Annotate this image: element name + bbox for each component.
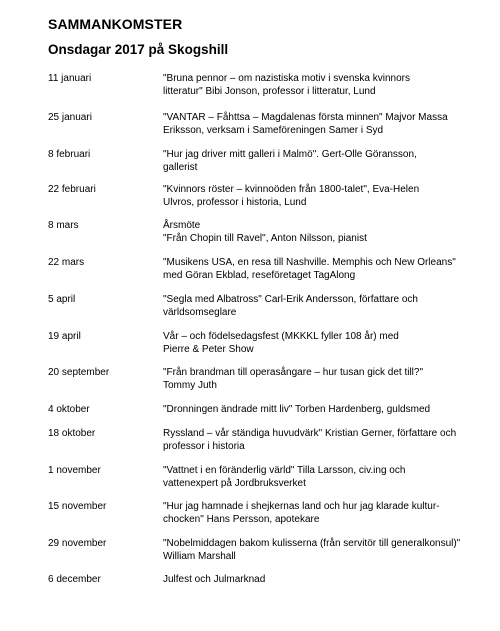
entry-date: 8 mars xyxy=(48,220,79,231)
entry-description-line: världsomseglare xyxy=(163,307,237,318)
entry-date: 11 januari xyxy=(48,73,92,84)
entry-description-line: gallerist xyxy=(163,162,198,173)
entry-date: 5 april xyxy=(48,294,76,305)
entry-description xyxy=(163,500,483,526)
entry-date: 8 februari xyxy=(48,149,91,160)
entry-description-line: Ulvros, professor i historia, Lund xyxy=(163,197,307,208)
entry-date: 25 januari xyxy=(48,112,92,123)
entry-description-line: chocken" Hans Persson, apotekare xyxy=(163,514,320,525)
entry-description xyxy=(163,464,483,490)
entry-description-line: Vår – och födelsedagsfest (MKKKL fyller 108 år) med xyxy=(163,331,399,342)
entry-description-line: Årsmöte xyxy=(163,220,201,231)
entry-description-line: "Dronningen ändrade mitt liv" Torben Hardenberg, guldsmed xyxy=(163,404,431,415)
entry-description-line: "Nobelmiddagen bakom kulisserna (från servitör till generalkonsul)" xyxy=(163,538,461,549)
entry-description xyxy=(163,427,483,453)
entry-description xyxy=(163,148,483,174)
entry-description xyxy=(163,330,483,356)
entry-description-line: med Göran Ekblad, reseföretaget TagAlong xyxy=(163,270,356,281)
entry-description xyxy=(163,111,483,137)
entry-description-line: professor i historia xyxy=(163,441,245,452)
entry-description-line: litteratur" Bibi Jonson, professor i litteratur, Lund xyxy=(163,86,376,97)
entry-description-line: William Marshall xyxy=(163,551,236,562)
entry-description-line: "Hur jag hamnade i shejkernas land och hur jag klarade kultur- xyxy=(163,501,440,512)
entry-description-line: Eriksson, verksam i Sameföreningen Samer i Syd xyxy=(163,125,384,136)
entry-description-line: Ryssland – vår ständiga huvudvärk" Kristian Gerner, författare och xyxy=(163,428,457,439)
entry-description xyxy=(163,293,483,319)
entry-description-line: "Segla med Albatross" Carl-Erik Andersson, författare och xyxy=(163,294,418,305)
entry-description-line: "Musikens USA, en resa till Nashville. Memphis och New Orleans" xyxy=(163,257,456,268)
entry-description-line: "Kvinnors röster – kvinnoöden från 1800-talet", Eva-Helen xyxy=(163,184,420,195)
entry-description-line: "Vattnet i en föränderlig värld" Tilla Larsson, civ.ing och xyxy=(163,465,406,476)
entry-description-line: vattenexpert på Jordbruksverket xyxy=(163,478,306,489)
entry-description xyxy=(163,403,483,416)
entry-description xyxy=(163,573,483,586)
entry-description-line: "VANTAR – Fåhttsa – Magdalenas första minnen" Majvor Massa xyxy=(163,112,448,123)
entry-description xyxy=(163,256,483,282)
entry-description-line: "Bruna pennor – om nazistiska motiv i svenska kvinnors xyxy=(163,73,410,84)
entry-date: 4 oktober xyxy=(48,404,90,415)
entry-description xyxy=(163,537,483,563)
entry-description xyxy=(163,183,483,209)
entry-description-line: Pierre & Peter Show xyxy=(163,344,254,355)
document-subtitle: Onsdagar 2017 på Skogshill xyxy=(48,42,229,57)
entry-description xyxy=(163,72,483,98)
entry-description xyxy=(163,366,483,392)
entry-date: 22 mars xyxy=(48,257,85,268)
entry-date: 20 september xyxy=(48,367,110,378)
entry-date: 19 april xyxy=(48,331,81,342)
entry-date: 29 november xyxy=(48,538,107,549)
entry-date: 6 december xyxy=(48,574,101,585)
entry-description-line: Julfest och Julmarknad xyxy=(163,574,266,585)
entry-date: 22 februari xyxy=(48,184,96,195)
entry-description xyxy=(163,219,483,245)
entry-description-line: Tommy Juth xyxy=(163,380,217,391)
entry-date: 15 november xyxy=(48,501,107,512)
entry-date: 18 oktober xyxy=(48,428,96,439)
document-title: SAMMANKOMSTER xyxy=(48,16,183,32)
entry-description-line: "Hur jag driver mitt galleri i Malmö". Gert-Olle Göransson, xyxy=(163,149,417,160)
entry-description-line: "Från Chopin till Ravel", Anton Nilsson, pianist xyxy=(163,233,367,244)
entry-description-line: "Från brandman till operasångare – hur tusan gick det till?" xyxy=(163,367,424,378)
entry-date: 1 november xyxy=(48,465,101,476)
